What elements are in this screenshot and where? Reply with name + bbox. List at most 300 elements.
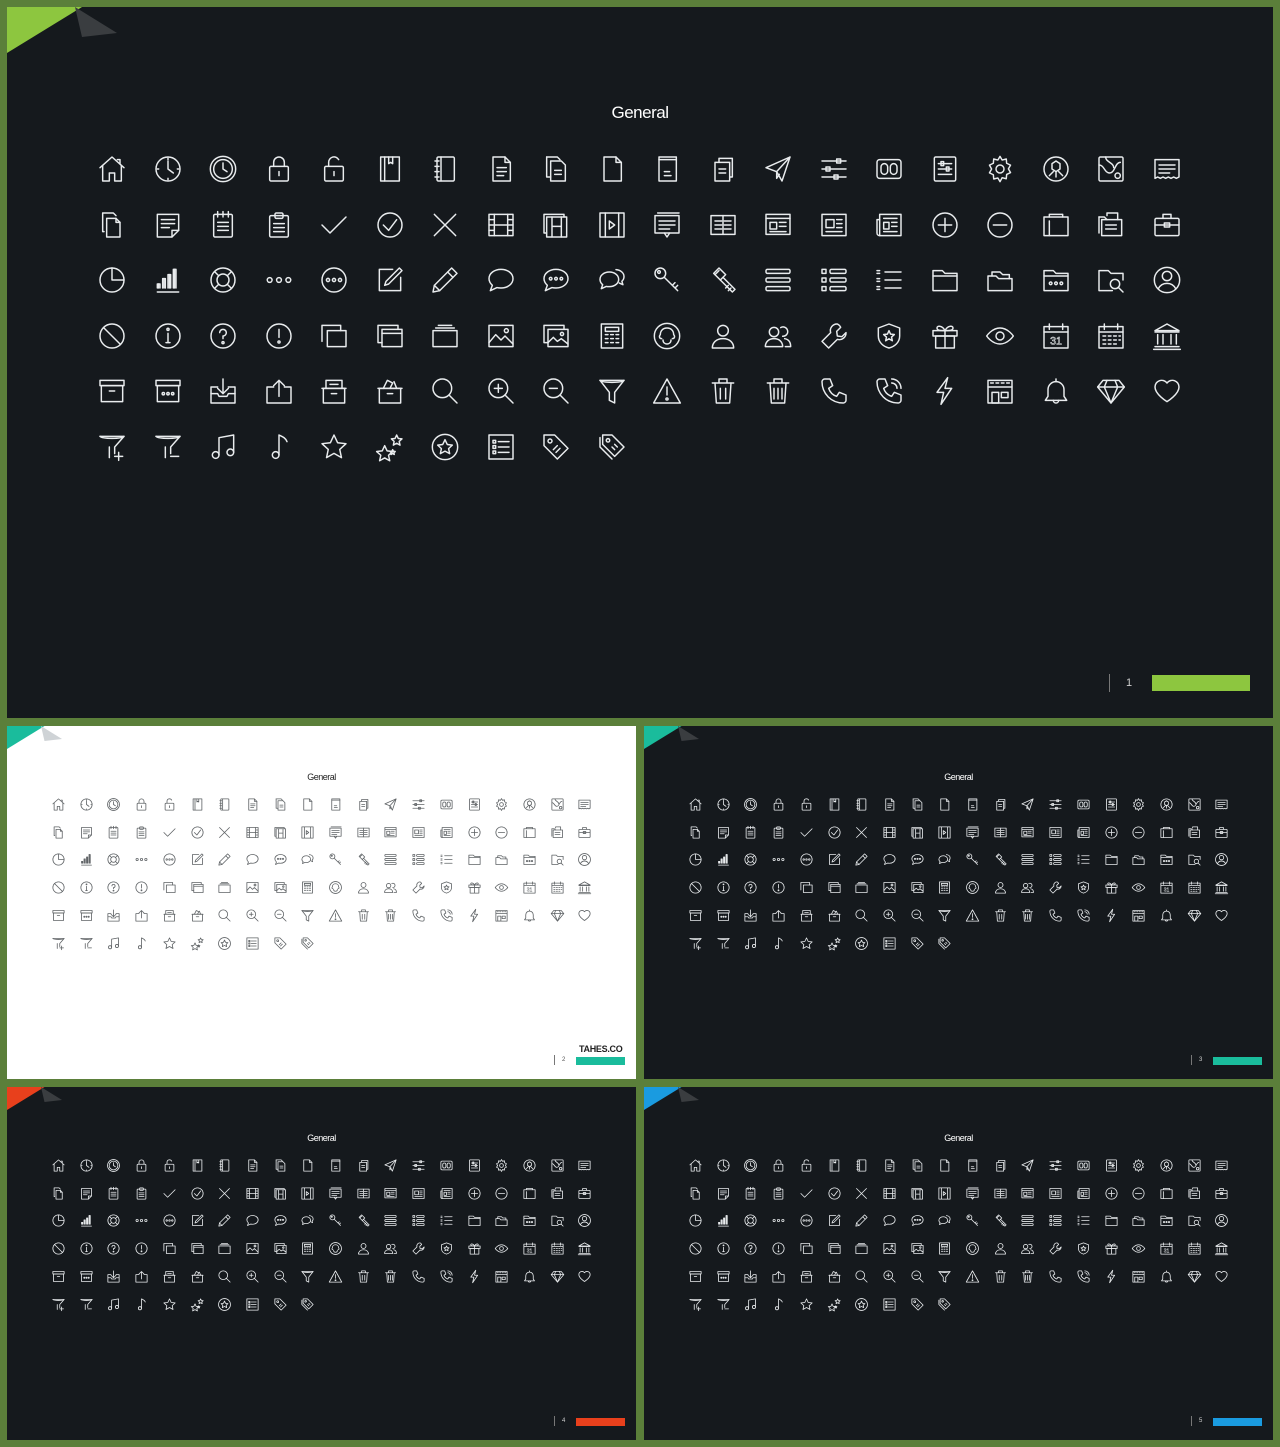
calendar-31-icon	[522, 880, 537, 895]
inbox-download-icon	[106, 908, 121, 923]
paper-plane-icon	[383, 1158, 398, 1173]
sliders-icon	[411, 1158, 426, 1173]
plus-circle-icon	[929, 209, 961, 241]
news-icon	[411, 825, 426, 840]
blank-page-icon	[596, 153, 628, 185]
star-icon	[162, 936, 177, 951]
box-gift-icon	[827, 908, 842, 923]
zoom-in-icon	[882, 1269, 897, 1284]
sliders-icon	[818, 153, 850, 185]
window-stack-icon	[318, 320, 350, 352]
toggle-icon	[439, 1158, 454, 1173]
document-icon	[485, 153, 517, 185]
chat-dots-icon	[910, 1213, 925, 1228]
brand-logo: TAHES.CO	[579, 1044, 623, 1054]
heart-icon	[1151, 375, 1183, 407]
pie-chart-icon	[51, 1213, 66, 1228]
calendar-31-icon	[1159, 880, 1174, 895]
message-screen-icon	[328, 825, 343, 840]
bar-chart-icon	[716, 1213, 731, 1228]
text-panel-icon	[356, 825, 371, 840]
bookmark-page-icon	[328, 1158, 343, 1173]
stars-icon	[190, 936, 205, 951]
slide-4[interactable]	[7, 1087, 636, 1440]
warning-icon	[965, 908, 980, 923]
stars-icon	[827, 936, 842, 951]
documents-icon	[273, 1158, 288, 1173]
calculator-icon	[937, 1241, 952, 1256]
bank-icon	[577, 880, 592, 895]
filter-add-icon	[51, 936, 66, 951]
music-notes-icon	[743, 936, 758, 951]
lifebuoy-icon	[743, 852, 758, 867]
phone-icon	[1048, 1269, 1063, 1284]
block-icon	[688, 880, 703, 895]
key-icon	[328, 1213, 343, 1228]
star-icon	[162, 1297, 177, 1312]
more-circle-icon	[318, 264, 350, 296]
trash-alt-icon	[383, 1269, 398, 1284]
home-icon	[688, 1158, 703, 1173]
copy-icon	[51, 1186, 66, 1201]
gear-alt-icon	[1159, 1158, 1174, 1173]
music-notes-icon	[207, 431, 239, 463]
bar-chart-icon	[79, 852, 94, 867]
plus-circle-icon	[1104, 1186, 1119, 1201]
folders-icon	[550, 1186, 565, 1201]
archive-box-icon	[688, 1269, 703, 1284]
clock-icon	[716, 797, 731, 812]
lightning-icon	[1104, 908, 1119, 923]
pencil-icon	[429, 264, 461, 296]
music-note-icon	[134, 1297, 149, 1312]
newspaper-icon	[1076, 1186, 1091, 1201]
folder-stack-icon	[494, 1213, 509, 1228]
wrench-icon	[818, 320, 850, 352]
unlock-icon	[318, 153, 350, 185]
page-separator	[1191, 1055, 1192, 1065]
lightning-icon	[467, 908, 482, 923]
chat-bubble-icon	[485, 264, 517, 296]
list-bullets-icon	[1048, 852, 1063, 867]
pages-icon	[993, 797, 1008, 812]
message-screen-icon	[651, 209, 683, 241]
stars-icon	[374, 431, 406, 463]
message-screen-icon	[328, 1186, 343, 1201]
news-icon	[1048, 1186, 1063, 1201]
trash-alt-icon	[1020, 1269, 1035, 1284]
slide-5[interactable]	[644, 1087, 1273, 1440]
lifebuoy-icon	[207, 264, 239, 296]
folder-icon	[467, 1213, 482, 1228]
folder-dots-icon	[1040, 264, 1072, 296]
pencil-icon	[854, 1213, 869, 1228]
folder-dots-icon	[522, 852, 537, 867]
gift-icon	[467, 1241, 482, 1256]
bell-icon	[522, 908, 537, 923]
pages-icon	[993, 1158, 1008, 1173]
bar-chart-icon	[152, 264, 184, 296]
clock-icon	[79, 797, 94, 812]
phone-ring-icon	[873, 375, 905, 407]
unlock-icon	[799, 1158, 814, 1173]
users-icon	[383, 1241, 398, 1256]
blank-page-icon	[937, 797, 952, 812]
diamond-icon	[1187, 1269, 1202, 1284]
map-icon	[1095, 153, 1127, 185]
shield-star-icon	[439, 1241, 454, 1256]
more-circle-icon	[799, 1213, 814, 1228]
diamond-icon	[1095, 375, 1127, 407]
list-icon	[1076, 852, 1091, 867]
close-icon	[217, 825, 232, 840]
windows-icon	[374, 320, 406, 352]
checklist-icon	[245, 936, 260, 951]
calculator-icon	[937, 880, 952, 895]
tags-icon	[937, 1297, 952, 1312]
folder-stack-icon	[494, 852, 509, 867]
pie-chart-icon	[96, 264, 128, 296]
shield-star-icon	[439, 880, 454, 895]
key-alt-icon	[993, 852, 1008, 867]
diamond-icon	[550, 908, 565, 923]
clock-circle-icon	[106, 797, 121, 812]
pie-chart-icon	[688, 852, 703, 867]
folder-search-icon	[550, 1213, 565, 1228]
folder-icon	[929, 264, 961, 296]
notepad-icon	[217, 797, 232, 812]
check-icon	[799, 825, 814, 840]
heart-icon	[577, 1269, 592, 1284]
svg-text:31: 31	[526, 1248, 533, 1255]
film-icon	[882, 1186, 897, 1201]
page-number: 2	[562, 1057, 566, 1063]
user-icon	[993, 880, 1008, 895]
alert-circle-icon	[134, 1241, 149, 1256]
toolbox-icon	[577, 825, 592, 840]
svg-text:31: 31	[526, 887, 533, 894]
star-circle-icon	[429, 431, 461, 463]
gear-alt-icon	[1159, 797, 1174, 812]
gear-alt-icon	[522, 1158, 537, 1173]
edit-square-icon	[374, 264, 406, 296]
folder-icon	[1104, 852, 1119, 867]
music-notes-icon	[106, 936, 121, 951]
bookmark-page-icon	[651, 153, 683, 185]
key-icon	[328, 852, 343, 867]
gift-icon	[929, 320, 961, 352]
alert-circle-icon	[134, 880, 149, 895]
corner-decoration	[644, 726, 704, 751]
question-icon	[743, 880, 758, 895]
gear-icon	[1131, 797, 1146, 812]
star-icon	[318, 431, 350, 463]
lifebuoy-icon	[743, 1213, 758, 1228]
check-icon	[162, 825, 177, 840]
toolbox-icon	[1214, 825, 1229, 840]
check-circle-icon	[190, 1186, 205, 1201]
text-panel-icon	[993, 1186, 1008, 1201]
calendar-icon	[1095, 320, 1127, 352]
archive-tray-icon	[854, 880, 869, 895]
text-panel-icon	[356, 1186, 371, 1201]
users-icon	[1020, 1241, 1035, 1256]
notebook-icon	[190, 1158, 205, 1173]
archive-dots-icon	[716, 1269, 731, 1284]
note-icon	[716, 1186, 731, 1201]
check-icon	[318, 209, 350, 241]
lightning-icon	[467, 1269, 482, 1284]
music-notes-icon	[743, 1297, 758, 1312]
map-icon	[1187, 1158, 1202, 1173]
image-icon	[245, 880, 260, 895]
web-page-icon	[762, 209, 794, 241]
video-play-icon	[300, 825, 315, 840]
bell-icon	[1040, 375, 1072, 407]
lightning-icon	[929, 375, 961, 407]
film-stack-icon	[540, 209, 572, 241]
toolbox-icon	[1214, 1186, 1229, 1201]
zoom-out-icon	[273, 908, 288, 923]
bar-chart-icon	[716, 852, 731, 867]
search-icon	[429, 375, 461, 407]
notepad-lines-icon	[207, 209, 239, 241]
wrench-icon	[411, 880, 426, 895]
settings-list-icon	[929, 153, 961, 185]
lock-icon	[771, 797, 786, 812]
users-icon	[1020, 880, 1035, 895]
text-panel-icon	[993, 825, 1008, 840]
filter-add-icon	[688, 936, 703, 951]
clock-icon	[152, 153, 184, 185]
warning-icon	[328, 1269, 343, 1284]
minus-circle-icon	[984, 209, 1016, 241]
page-separator	[1109, 674, 1110, 692]
upload-box-icon	[263, 375, 295, 407]
more-dots-icon	[771, 1213, 786, 1228]
clipboard-icon	[771, 1186, 786, 1201]
window-stack-icon	[799, 880, 814, 895]
calendar-icon	[1187, 880, 1202, 895]
trash-alt-icon	[383, 908, 398, 923]
document-icon	[882, 1158, 897, 1173]
note-icon	[716, 825, 731, 840]
user-icon	[356, 1241, 371, 1256]
box-gift-icon	[190, 908, 205, 923]
page-accent-bar	[576, 1057, 625, 1065]
page-accent-bar	[1213, 1418, 1262, 1426]
map-icon	[550, 1158, 565, 1173]
filter-remove-icon	[79, 936, 94, 951]
inbox-download-icon	[106, 1269, 121, 1284]
news-icon	[411, 1186, 426, 1201]
store-icon	[984, 375, 1016, 407]
list-bullets-icon	[1048, 1213, 1063, 1228]
unlock-icon	[162, 1158, 177, 1173]
folder-search-icon	[550, 852, 565, 867]
list-bullets-icon	[818, 264, 850, 296]
filter-add-icon	[688, 1297, 703, 1312]
image-icon	[882, 880, 897, 895]
notepad-icon	[217, 1158, 232, 1173]
film-stack-icon	[273, 1186, 288, 1201]
shield-star-icon	[873, 320, 905, 352]
music-note-icon	[771, 1297, 786, 1312]
toggle-icon	[439, 797, 454, 812]
zoom-in-icon	[245, 1269, 260, 1284]
stars-icon	[827, 1297, 842, 1312]
settings-list-icon	[1104, 797, 1119, 812]
receipt-icon	[1214, 1158, 1229, 1173]
shield-star-icon	[1076, 1241, 1091, 1256]
notebook-icon	[827, 797, 842, 812]
tag-icon	[273, 1297, 288, 1312]
document-icon	[882, 797, 897, 812]
eye-icon	[984, 320, 1016, 352]
home-icon	[688, 797, 703, 812]
chat-dots-icon	[540, 264, 572, 296]
chat-dots-icon	[273, 852, 288, 867]
key-alt-icon	[356, 1213, 371, 1228]
music-note-icon	[771, 936, 786, 951]
question-icon	[207, 320, 239, 352]
gear-alt-icon	[1040, 153, 1072, 185]
upload-box-icon	[771, 1269, 786, 1284]
documents-icon	[273, 797, 288, 812]
notepad-icon	[854, 797, 869, 812]
star-circle-icon	[217, 1297, 232, 1312]
trash-icon	[356, 1269, 371, 1284]
check-circle-icon	[190, 825, 205, 840]
pages-icon	[356, 1158, 371, 1173]
filter-remove-icon	[716, 936, 731, 951]
video-play-icon	[937, 825, 952, 840]
bank-icon	[577, 1241, 592, 1256]
page-separator	[554, 1416, 555, 1426]
tags-icon	[300, 1297, 315, 1312]
list-icon	[439, 1213, 454, 1228]
wrench-icon	[1048, 880, 1063, 895]
star-circle-icon	[854, 936, 869, 951]
user-icon	[993, 1241, 1008, 1256]
user-circle-icon	[577, 1213, 592, 1228]
document-icon	[245, 1158, 260, 1173]
phone-ring-icon	[1076, 1269, 1091, 1284]
lightning-icon	[1104, 1269, 1119, 1284]
slide-1[interactable]	[7, 7, 1273, 718]
page-number: 5	[1199, 1418, 1203, 1424]
folder-tab-icon	[522, 825, 537, 840]
home-icon	[96, 153, 128, 185]
chat-bubble-icon	[245, 1213, 260, 1228]
slide-title: General	[307, 772, 336, 782]
archive-box-icon	[51, 1269, 66, 1284]
user-icon	[356, 880, 371, 895]
bookmark-page-icon	[328, 797, 343, 812]
check-icon	[799, 1186, 814, 1201]
page-separator	[554, 1055, 555, 1065]
list-bullets-icon	[411, 852, 426, 867]
archive-dots-icon	[79, 908, 94, 923]
bank-icon	[1214, 880, 1229, 895]
inbox-download-icon	[743, 908, 758, 923]
search-icon	[854, 1269, 869, 1284]
corner-decoration	[7, 726, 67, 751]
info-icon	[79, 1241, 94, 1256]
diamond-icon	[1187, 908, 1202, 923]
music-notes-icon	[106, 1297, 121, 1312]
tags-icon	[937, 936, 952, 951]
star-icon	[799, 936, 814, 951]
calculator-icon	[300, 880, 315, 895]
slide-title: General	[611, 103, 669, 122]
lock-icon	[134, 1158, 149, 1173]
web-page-icon	[1020, 825, 1035, 840]
clock-icon	[716, 1158, 731, 1173]
notepad-icon	[854, 1158, 869, 1173]
home-icon	[51, 1158, 66, 1173]
users-icon	[383, 880, 398, 895]
web-page-icon	[383, 825, 398, 840]
chat-bubbles-icon	[300, 1213, 315, 1228]
minus-circle-icon	[494, 1186, 509, 1201]
calculator-icon	[300, 1241, 315, 1256]
archive-tray-icon	[217, 1241, 232, 1256]
video-play-icon	[937, 1186, 952, 1201]
folders-icon	[550, 825, 565, 840]
folder-stack-icon	[1131, 1213, 1146, 1228]
calendar-icon	[550, 1241, 565, 1256]
notepad-lines-icon	[743, 825, 758, 840]
pencil-icon	[217, 1213, 232, 1228]
slide-2[interactable]	[7, 726, 636, 1079]
corner-decoration	[644, 1087, 704, 1112]
user-round-icon	[328, 880, 343, 895]
minus-circle-icon	[1131, 1186, 1146, 1201]
list-icon	[439, 852, 454, 867]
close-icon	[854, 825, 869, 840]
clipboard-icon	[134, 1186, 149, 1201]
gear-alt-icon	[522, 797, 537, 812]
zoom-out-icon	[273, 1269, 288, 1284]
tag-icon	[273, 936, 288, 951]
film-stack-icon	[910, 1186, 925, 1201]
toggle-icon	[873, 153, 905, 185]
user-circle-icon	[1214, 852, 1229, 867]
home-icon	[51, 797, 66, 812]
sliders-icon	[1048, 1158, 1063, 1173]
more-circle-icon	[162, 1213, 177, 1228]
close-icon	[429, 209, 461, 241]
plus-circle-icon	[467, 1186, 482, 1201]
clock-circle-icon	[743, 797, 758, 812]
edit-square-icon	[827, 1213, 842, 1228]
chat-bubbles-icon	[937, 1213, 952, 1228]
more-circle-icon	[162, 852, 177, 867]
gear-icon	[984, 153, 1016, 185]
more-dots-icon	[771, 852, 786, 867]
image-icon	[485, 320, 517, 352]
slide-3[interactable]	[644, 726, 1273, 1079]
blank-page-icon	[300, 797, 315, 812]
paper-plane-icon	[1020, 1158, 1035, 1173]
block-icon	[688, 1241, 703, 1256]
zoom-in-icon	[485, 375, 517, 407]
box-open-icon	[162, 1269, 177, 1284]
minus-circle-icon	[494, 825, 509, 840]
message-screen-icon	[965, 1186, 980, 1201]
copy-icon	[688, 1186, 703, 1201]
